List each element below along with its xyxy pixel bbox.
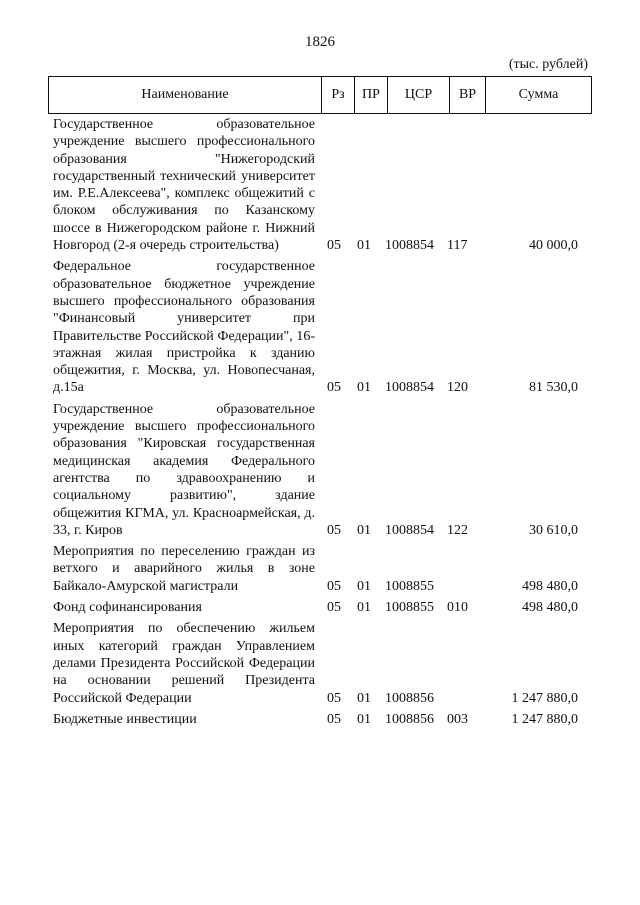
row-pr: 01 [357,380,371,396]
row-name: Федеральное государственное образовательное бюджетное учреждение высшего профессионального образования "Финансовый университет при Правительстве Российской Федерации", 16-этажная жилая пристройка к зданию общежития, г. Москва, ул. Новопесчаная, д.15а [53,259,315,396]
table-row [0,401,640,539]
row-pr: 01 [357,522,371,538]
row-rz: 05 [327,380,341,396]
header-vr: ВР [449,77,485,113]
row-rz: 05 [327,578,341,594]
row-name: Государственное образовательное учреждение высшего профессионального образования "Кировская государственная медицинская академия Федерального агентства по здравоохранению и социальному развитию", здание общежития КГМА, ул. Красноармейская, д. 33, г. Киров [53,401,315,538]
table-row [0,599,640,616]
row-csr: 1008854 [385,380,434,396]
row-pr: 01 [357,600,371,616]
row-pr: 01 [357,711,371,727]
header-rz: Рз [321,77,354,113]
row-sum: 40 000,0 [529,238,578,254]
header-name: Наименование [48,77,321,113]
row-name: Мероприятия по обеспечению жильем иных категорий граждан Управлением делами Президента Российской Федерации на основании решений Президента Российской Федерации [53,621,315,706]
row-sum: 1 247 880,0 [511,690,578,706]
row-vr: 003 [447,711,468,727]
table-row [0,620,640,706]
row-sum: 30 610,0 [529,522,578,538]
row-sum: 81 530,0 [529,380,578,396]
row-pr: 01 [357,690,371,706]
row-sum: 498 480,0 [522,600,578,616]
row-csr: 1008854 [385,522,434,538]
row-vr: 122 [447,522,468,538]
header-sum: Сумма [485,77,592,113]
row-rz: 05 [327,522,341,538]
table-row [0,116,640,254]
row-rz: 05 [327,690,341,706]
row-csr: 1008856 [385,711,434,727]
row-vr: 010 [447,600,468,616]
row-csr: 1008856 [385,690,434,706]
row-vr: 117 [447,238,468,254]
row-name: Бюджетные инвестиции [53,711,197,727]
row-vr: 120 [447,380,468,396]
row-sum: 1 247 880,0 [511,711,578,727]
units-label: (тыс. рублей) [508,57,588,72]
row-csr: 1008855 [385,578,434,594]
row-sum: 498 480,0 [522,578,578,594]
row-csr: 1008855 [385,600,434,616]
row-csr: 1008854 [385,238,434,254]
table-row [0,543,640,595]
table-row [0,711,640,728]
row-name: Фонд софинансирования [53,600,202,616]
row-rz: 05 [327,238,341,254]
table-body [0,116,640,732]
table-header [48,76,592,114]
row-name: Государственное образовательное учреждение высшего профессионального образования "Нижегородский государственный технический университет им. Р.Е.Алексеева", комплекс общежитий с блоком обслуживания по Казанскому шоссе в Нижегородском районе г. Нижний Новгород (2-я очередь строительства) [53,117,315,254]
row-name: Мероприятия по переселению граждан из ветхого и аварийного жилья в зоне Байкало-Амурской магистрали [53,544,315,594]
row-rz: 05 [327,600,341,616]
page-number: 1826 [305,34,335,50]
row-pr: 01 [357,238,371,254]
table-row [0,258,640,396]
row-rz: 05 [327,711,341,727]
header-pr: ПР [354,77,387,113]
header-csr: ЦСР [387,77,449,113]
row-pr: 01 [357,578,371,594]
